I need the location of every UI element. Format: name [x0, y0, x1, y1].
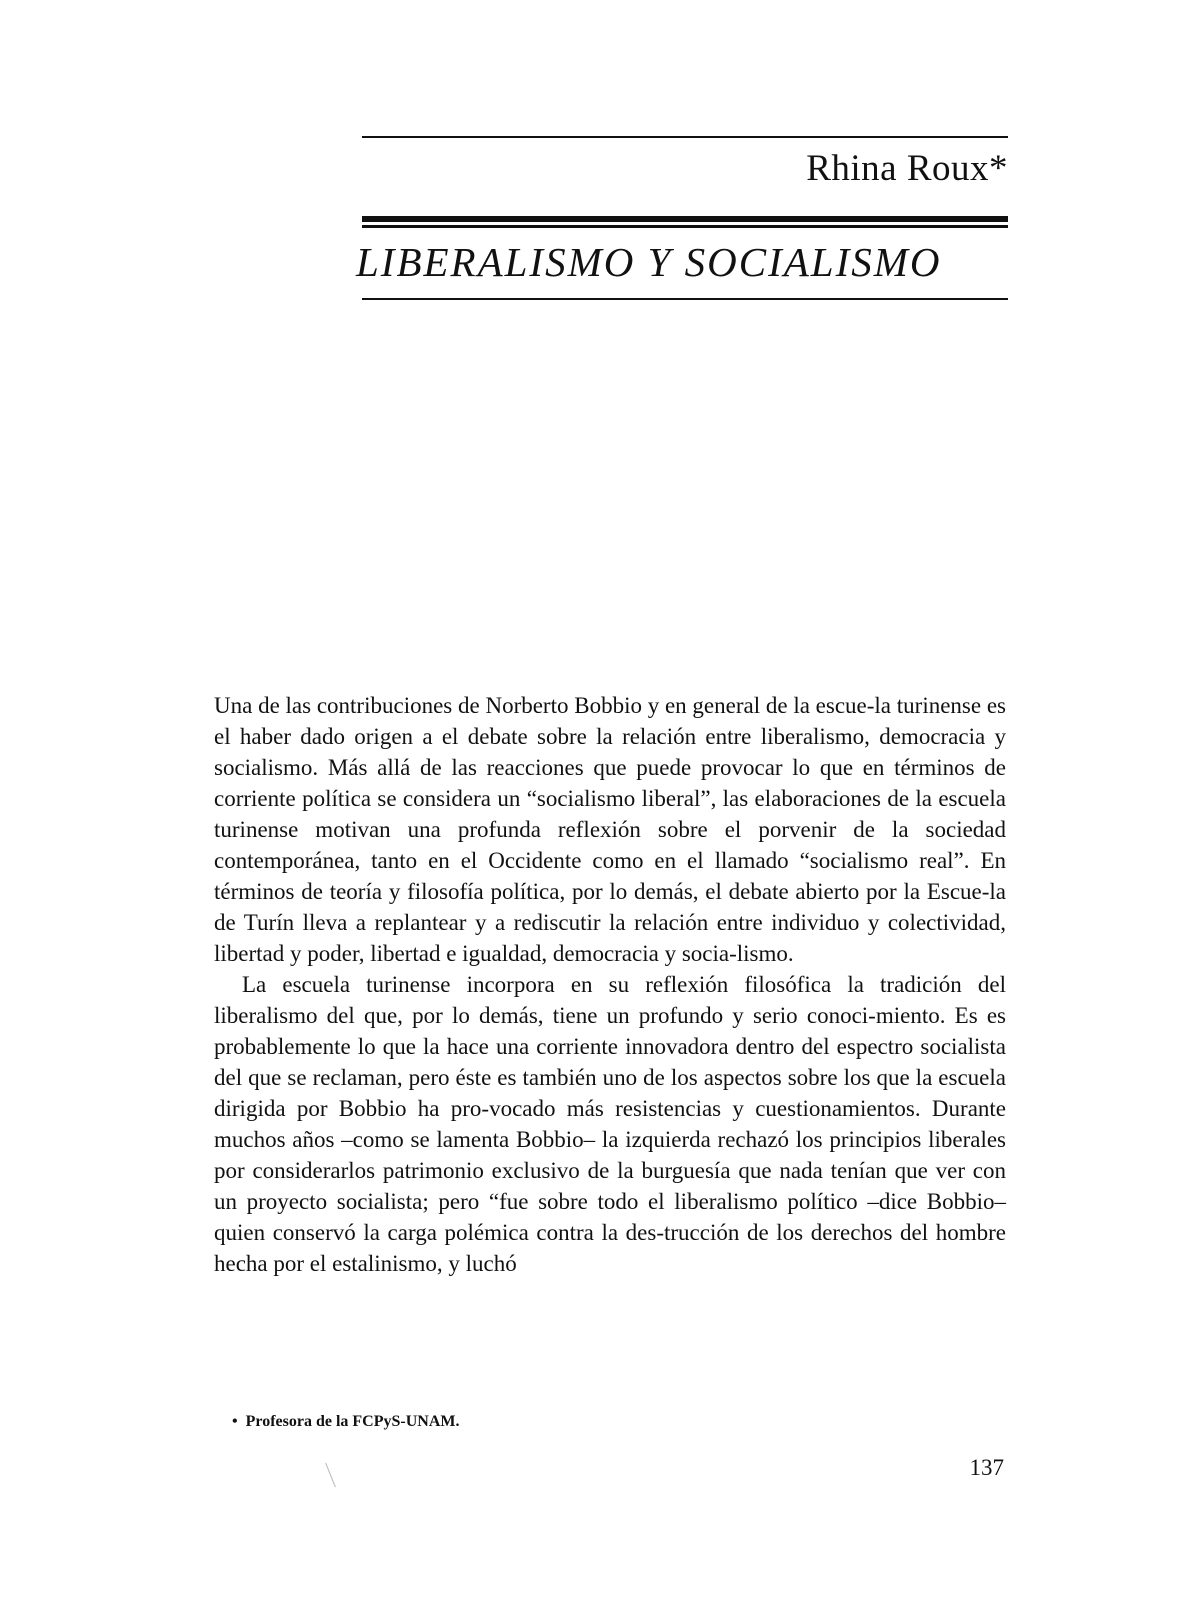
paragraph-1: Una de las contribuciones de Norberto Bobbio y en general de la escue-la turinense es el haber dado origen a el debate sobre la relación entre liberalismo, democracia y socialismo. Más allá de las reacciones que puede provocar lo que en términos de corriente política se considera un “socialismo liberal”, las elaboraciones de la escuela turinense motivan una profunda reflexión sobre el porvenir de la sociedad contemporánea, tanto en el Occidente como en el llamado “socialismo real”. En términos de teoría y filosofía política, por lo demás, el debate abierto por la Escue-la de Turín lleva a replantear y a rediscutir la relación entre individuo y colectividad, libertad y poder, libertad e igualdad, democracia y socia-lismo.: [214, 693, 1006, 966]
article-title: LIBERALISMO Y SOCIALISMO: [356, 239, 942, 285]
page-number: 137: [969, 1455, 1004, 1480]
header-rule-thick: [362, 216, 1008, 222]
header-rule-top: [362, 136, 1008, 138]
article-body: [214, 690, 1006, 1279]
author-name: Rhina Roux*: [806, 148, 1008, 189]
header-rule-double: [362, 225, 1008, 228]
title-rule-bottom: [362, 298, 1008, 300]
footnote-marker: •: [232, 1413, 238, 1430]
footnote-text: Profesora de la FCPyS-UNAM.: [245, 1413, 460, 1430]
footnote: [232, 1413, 460, 1431]
paragraph-2: La escuela turinense incorpora en su reflexión filosófica la tradición del liberalismo del que, por lo demás, tiene un profundo y serio conoci-miento. Es es probablemente lo que la hace una corriente innovadora dentro del espectro socialista del que se reclaman, pero éste es también uno de los aspectos sobre los que la escuela dirigida por Bobbio ha pro-vocado más resistencias y cuestionamientos. Durante muchos años –como se lamenta Bobbio– la izquierda rechazó los principios liberales por considerarlos patrimonio exclusivo de la burguesía que nada tenían que ver con un proyecto socialista; pero “fue sobre todo el liberalismo político –dice Bobbio– quien conservó la carga polémica contra la des-trucción de los derechos del hombre hecha por el estalinismo, y luchó: [214, 972, 1006, 1276]
scan-artifact-mark: [325, 1463, 336, 1487]
